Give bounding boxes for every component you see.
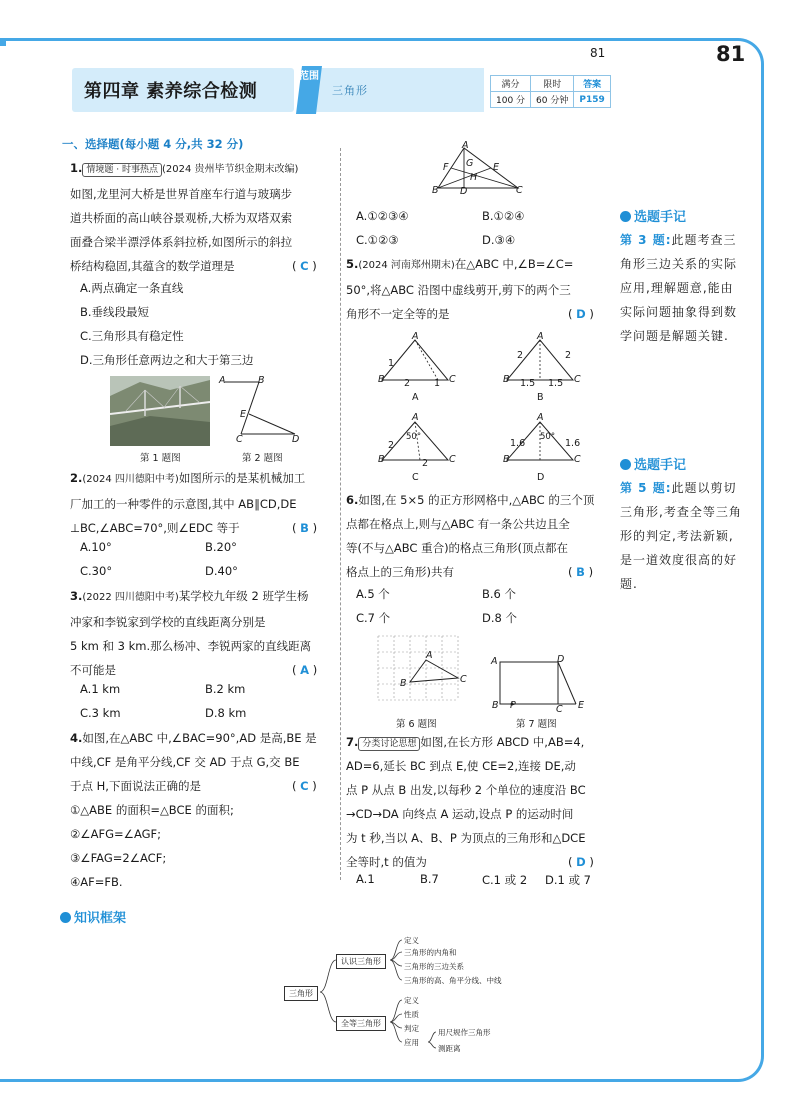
fig5d-label-c: C [574, 454, 581, 465]
q7-tag: 分类讨论思想 [358, 737, 420, 751]
framework-b2-item-1: 定义 [404, 996, 419, 1005]
q3-option-d: D.8 km [205, 706, 247, 720]
q1-answer: C [300, 259, 309, 273]
fig5b-label-c: C [574, 374, 581, 385]
framework-b1-item-1: 定义 [404, 936, 419, 945]
framework-branch-1: 认识三角形 [336, 954, 386, 969]
note-icon [620, 459, 631, 470]
frame-tab [0, 38, 6, 46]
framework-apply-1: 用尺规作三角形 [438, 1028, 491, 1037]
fig4-label-h: H [470, 172, 478, 183]
fig5b-label-b: B [503, 374, 510, 385]
figure-5 [370, 330, 590, 480]
score-full: 100 分 [491, 92, 531, 108]
fig2-label-c: C [236, 434, 243, 445]
fig5-label-option-c: C [412, 472, 419, 483]
section-title: 一、选择题(每小题 4 分,共 32 分) [62, 137, 244, 151]
fig5a-label-c: C [449, 374, 456, 385]
figure-6-caption: 第 6 题图 [396, 719, 437, 730]
fig4-label-e: E [493, 162, 500, 173]
q5-answer: D [576, 307, 586, 321]
fig7-label-c: C [556, 704, 563, 715]
fig5b-num-2b: 2 [565, 350, 572, 361]
fig7-label-a: A [491, 656, 498, 667]
fig5c-num-2a: 2 [388, 440, 395, 451]
score-head-full: 满分 [491, 76, 531, 92]
q4-option-c: C.①②③ [356, 233, 399, 247]
fig5c-num-2b: 2 [422, 458, 429, 469]
note-icon [620, 211, 631, 222]
page-number-small: 81 [590, 46, 606, 60]
q1-option-b: B.垂线段最短 [80, 305, 150, 319]
note-2-title: 选题手记 [620, 454, 686, 473]
q1-option-a: A.两点确定一条直线 [80, 281, 184, 295]
fig5c-label-c: C [449, 454, 456, 465]
scope-label: 范围 [299, 71, 319, 82]
score-time: 60 分钟 [531, 92, 574, 108]
q2-option-b: B.20° [205, 540, 237, 554]
question-3: 3.(2022 四川德阳中考)某学校九年级 2 班学生杨 冲家和李锐家到学校的直线距离分别是 5 km 和 3 km.那么杨冲、李锐两家的直线距离 不可能是 ( A ) [70, 589, 318, 677]
fig5-label-option-b: B [537, 392, 544, 403]
note-2-body: 第 5 题:此题以剪切三角形,考查全等三角形的判定,考法新颖,是一道效度很高的好题. [620, 481, 742, 591]
figure-2 [215, 372, 315, 448]
q1-figure-caption: 第 1 题图 [140, 453, 181, 464]
q4-option-b: B.①②④ [482, 209, 525, 223]
fig7-label-d: D [557, 654, 565, 665]
fig7-label-b: B [492, 700, 499, 711]
q3-answer: A [300, 663, 310, 677]
fig4-label-b: B [432, 185, 439, 196]
fig5a-num-1: 1 [388, 358, 395, 369]
fig5b-num-2a: 2 [517, 350, 524, 361]
chapter-title: 第四章 素养综合检测 [84, 81, 258, 102]
q4-option-a: A.①②③④ [356, 209, 409, 223]
fig5b-num-15a: 1.5 [520, 378, 536, 389]
score-head-time: 限时 [531, 76, 574, 92]
q6-option-b: B.6 个 [482, 587, 517, 601]
fig5c-label-b: B [378, 454, 385, 465]
fig2-label-e: E [240, 409, 247, 420]
fig5d-num-16a: 1.6 [510, 438, 526, 449]
q6-option-d: D.8 个 [482, 611, 517, 625]
question-6: 6.如图,在 5×5 的正方形网格中,△ABC 的三个顶 点都在格点上,则与△ABC 有一条公共边且全 等(不与△ABC 重合)的格点三角形(顶点都在 格点上的三角形)共有 ( B ) [346, 493, 595, 579]
score-head-answer: 答案 [574, 76, 610, 92]
scope-value: 三角形 [332, 84, 368, 97]
figure-6-grid [374, 632, 464, 712]
q7-option-c: C.1 或 2 [482, 873, 528, 887]
fig5c-label-a: A [412, 412, 419, 423]
q6-answer: B [576, 565, 585, 579]
q2-option-c: C.30° [80, 564, 113, 578]
fig7-label-e: E [578, 700, 585, 711]
framework-root: 三角形 [284, 986, 318, 1001]
q1-option-d: D.三角形任意两边之和大于第三边 [80, 353, 254, 367]
score-table [490, 75, 611, 108]
fig6-label-c: C [460, 674, 467, 685]
fig5d-num-16b: 1.6 [565, 438, 581, 449]
q7-option-b: B.7 [420, 872, 439, 886]
q3-option-c: C.3 km [80, 706, 121, 720]
fig5b-label-a: A [537, 331, 544, 342]
bridge-photo [110, 376, 210, 446]
q7-option-d: D.1 或 7 [545, 873, 591, 887]
figure-2-caption: 第 2 题图 [242, 453, 283, 464]
fig5a-label-a: A [412, 331, 419, 342]
q3-option-b: B.2 km [205, 682, 246, 696]
fig5-label-option-d: D [537, 472, 545, 483]
q6-option-a: A.5 个 [356, 587, 390, 601]
fig6-label-a: A [426, 650, 433, 661]
fig5d-label-b: B [503, 454, 510, 465]
figure-7 [488, 650, 588, 710]
score-answer-page[interactable]: P159 [574, 92, 610, 108]
fig4-label-c: C [516, 185, 523, 196]
fig2-label-a: A [219, 375, 226, 386]
fig4-label-f: F [443, 162, 449, 173]
fig5a-num-1b: 1 [434, 378, 441, 389]
fig2-label-d: D [292, 434, 300, 445]
q2-option-a: A.10° [80, 540, 112, 554]
fig5b-num-15b: 1.5 [548, 378, 564, 389]
column-divider [340, 148, 341, 880]
q1-option-c: C.三角形具有稳定性 [80, 329, 184, 343]
question-2: 2.(2024 四川德阳中考)如图所示的是某机械加工 厂加工的一种零件的示意图,其中 AB∥CD,DE ⊥BC,∠ABC=70°,则∠EDC 等于 ( B ) [70, 471, 318, 535]
q4-option-d: D.③④ [482, 233, 516, 247]
page-number: 81 [716, 42, 746, 66]
fig2-label-b: B [258, 375, 265, 386]
note-1-body: 第 3 题:此题考查三角形三边关系的实际应用,理解题意,能由实际问题抽象得到数学问题是解题关键. [620, 233, 738, 343]
fig4-label-g: G [466, 158, 474, 169]
framework-title: 知识框架 [60, 907, 126, 926]
framework-b1-item-3: 三角形的三边关系 [404, 962, 464, 971]
fig4-label-a: A [462, 140, 469, 151]
q1-tag: 情境题 · 时事热点 [82, 163, 162, 177]
fig6-label-b: B [400, 678, 407, 689]
fig5c-angle: 50° [406, 432, 422, 442]
fig5a-num-2: 2 [404, 378, 411, 389]
q7-option-a: A.1 [356, 872, 375, 886]
fig5d-angle: 50° [540, 432, 556, 442]
q7-answer: D [576, 855, 586, 869]
fig5a-label-b: B [378, 374, 385, 385]
framework-b1-item-2: 三角形的内角和 [404, 948, 457, 957]
fig7-label-p: P [510, 700, 516, 711]
figure-7-caption: 第 7 题图 [516, 719, 557, 730]
note-1-title: 选题手记 [620, 206, 686, 225]
fig5-label-option-a: A [412, 392, 419, 403]
q4-answer: C [300, 779, 309, 793]
framework-b2-item-2: 性质 [404, 1010, 419, 1019]
q2-option-d: D.40° [205, 564, 238, 578]
fig4-label-d: D [460, 186, 468, 197]
question-5: 5.(2024 河南郑州期末)在△ABC 中,∠B=∠C= 50°,将△ABC 沿图中虚线剪开,剪下的两个三 角形不一定全等的是 ( D ) [346, 257, 594, 321]
q6-option-c: C.7 个 [356, 611, 391, 625]
question-1: 1. 情境题 · 时事热点 (2024 贵州毕节织金期末改编) 如图,龙里河大桥是世界首座车行道与玻璃步 道共桥面的高山峡谷景观桥,大桥为双塔双索 面叠合梁半漂浮体系斜拉桥,如图所示的斜拉 桥结构稳固,其蕴含的数学道理是 ( C ) [70, 161, 317, 273]
question-4: 4.如图,在△ABC 中,∠BAC=90°,AD 是高,BE 是 中线,CF 是角平分线,CF 交 AD 于点 G,交 BE 于点 H,下面说法正确的是 ( C ) ①△ABE 的面积=△BCE 的面积; ②∠AFG=∠AGF; ③∠FAG=2∠ACF; ④AF=FB. [70, 731, 317, 889]
framework-b2-item-3: 判定 [404, 1024, 419, 1033]
fig5d-label-a: A [537, 412, 544, 423]
framework-branch-2: 全等三角形 [336, 1016, 386, 1031]
framework-b1-item-4: 三角形的高、角平分线、中线 [404, 976, 502, 985]
framework-apply-2: 测距离 [438, 1044, 461, 1053]
framework-icon [60, 912, 71, 923]
q3-option-a: A.1 km [80, 682, 121, 696]
framework-b2-item-4: 应用 [404, 1038, 419, 1047]
question-7: 7. 分类讨论思想 如图,在长方形 ABCD 中,AB=4, AD=6,延长 BC 到点 E,使 CE=2,连接 DE,动 点 P 从点 B 出发,以每秒 2 个单位的速度沿 BC →CD→DA 向终点 A 运动,设点 P 的运动时间 为 t 秒,当以 A、B、P 为顶点的三角形和△DCE 全等时,t 的值为 ( D ) [346, 735, 594, 869]
q2-answer: B [300, 521, 309, 535]
